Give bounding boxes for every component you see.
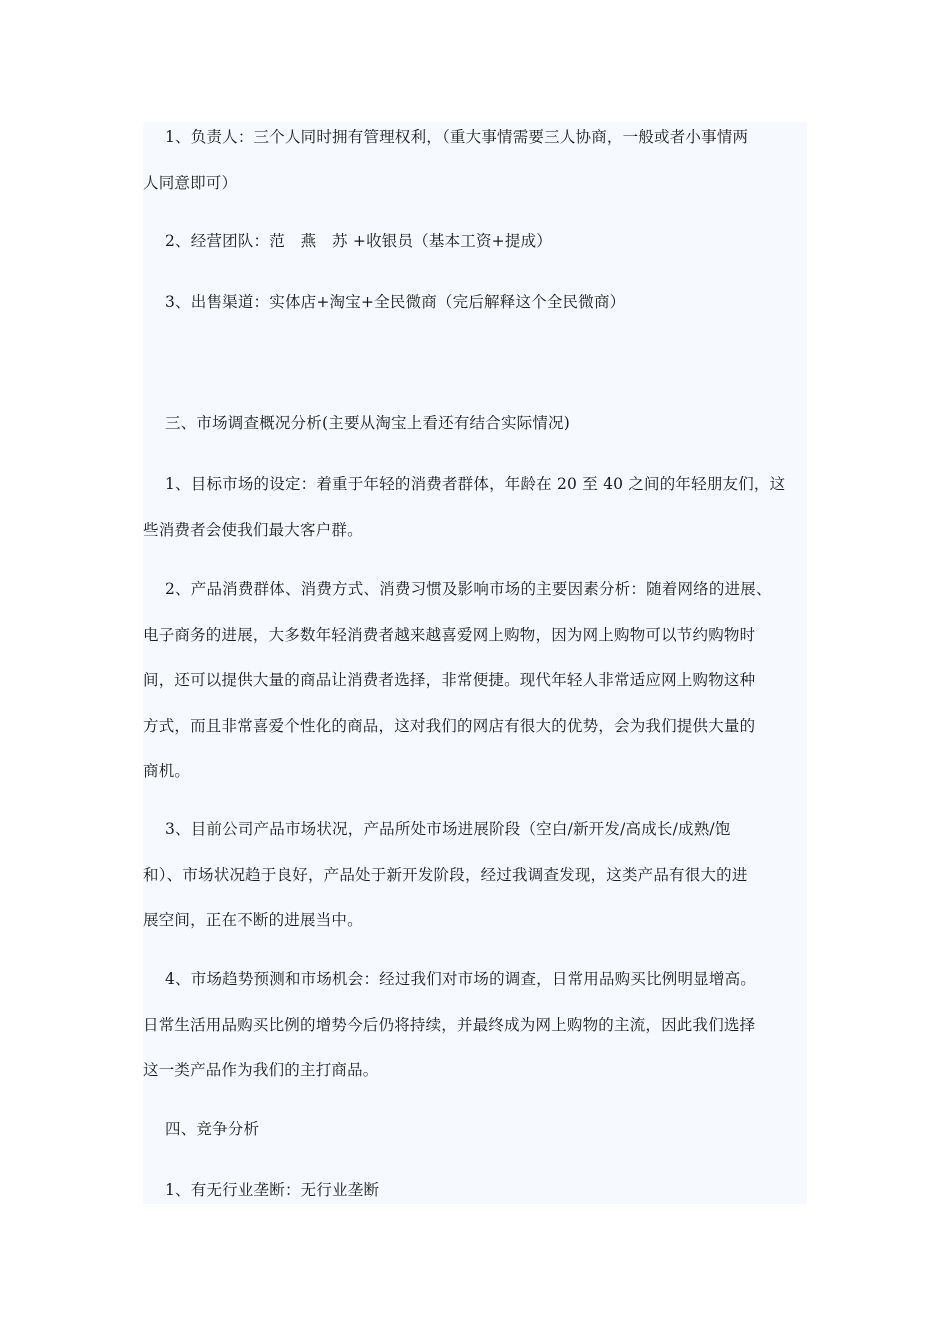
paragraph-market-status xyxy=(143,807,807,944)
paragraph-operating-team xyxy=(143,219,807,265)
section-heading-market-research xyxy=(143,401,807,447)
paragraph-responsible-person xyxy=(143,115,807,206)
text-line: 展空间，正在不断的进展当中。 xyxy=(143,911,363,930)
text-line: 2、产品消费群体、消费方式、消费习惯及影响市场的主要因素分析：随着网络的进展、 xyxy=(165,580,772,598)
text-line: 商机。 xyxy=(143,762,191,781)
text-line: 人同意即可） xyxy=(143,173,238,192)
text-line: 4、市场趋势预测和市场机会：经过我们对市场的调查，日常用品购买比例明显增高。 xyxy=(165,970,756,988)
paragraph-sales-channels xyxy=(143,280,807,326)
text-line: 三、市场调查概况分析(主要从淘宝上看还有结合实际情况) xyxy=(165,414,570,432)
section-heading-competition xyxy=(143,1107,807,1153)
text-line: 2、经营团队：范 燕 苏 +收银员（基本工资+提成） xyxy=(165,232,552,250)
text-line: 些消费者会使我们最大客户群。 xyxy=(143,520,363,539)
text-line: 这一类产品作为我们的主打商品。 xyxy=(143,1061,379,1080)
text-line: 3、目前公司产品市场状况，产品所处市场进展阶段（空白/新开发/高成长/成熟/饱 xyxy=(165,820,731,838)
text-line: 四、竞争分析 xyxy=(165,1120,260,1138)
text-line: 方式，而且非常喜爱个性化的商品，这对我们的网店有很大的优势，会为我们提供大量的 xyxy=(143,716,756,735)
text-line: 1、负责人：三个人同时拥有管理权利，（重大事情需要三人协商，一般或者小事情两 xyxy=(165,128,749,146)
text-line: 日常生活用品购买比例的增势今后仍将持续，并最终成为网上购物的主流，因此我们选择 xyxy=(143,1015,756,1034)
paragraph-market-trends xyxy=(143,957,807,1094)
text-line: 电子商务的进展，大多数年轻消费者越来越喜爱网上购物，因为网上购物可以节约购物时 xyxy=(143,625,756,644)
text-line: 3、出售渠道：实体店+淘宝+全民微商（完后解释这个全民微商） xyxy=(165,293,626,311)
text-line: 间，还可以提供大量的商品让消费者选择，非常便捷。现代年轻人非常适应网上购物这种 xyxy=(143,671,756,690)
paragraph-industry-monopoly xyxy=(143,1168,807,1214)
document-body xyxy=(143,122,807,1204)
paragraph-target-market xyxy=(143,462,807,553)
text-line: 1、目标市场的设定：着重于年轻的消费者群体，年龄在 20 至 40 之间的年轻朋友们，这 xyxy=(165,475,786,493)
paragraph-consumer-analysis xyxy=(143,567,807,795)
text-line: 和）、市场状况趋于良好，产品处于新开发阶段，经过我调查发现，这类产品有很大的进 xyxy=(143,865,748,884)
text-line: 1、有无行业垄断：无行业垄断 xyxy=(165,1181,380,1199)
